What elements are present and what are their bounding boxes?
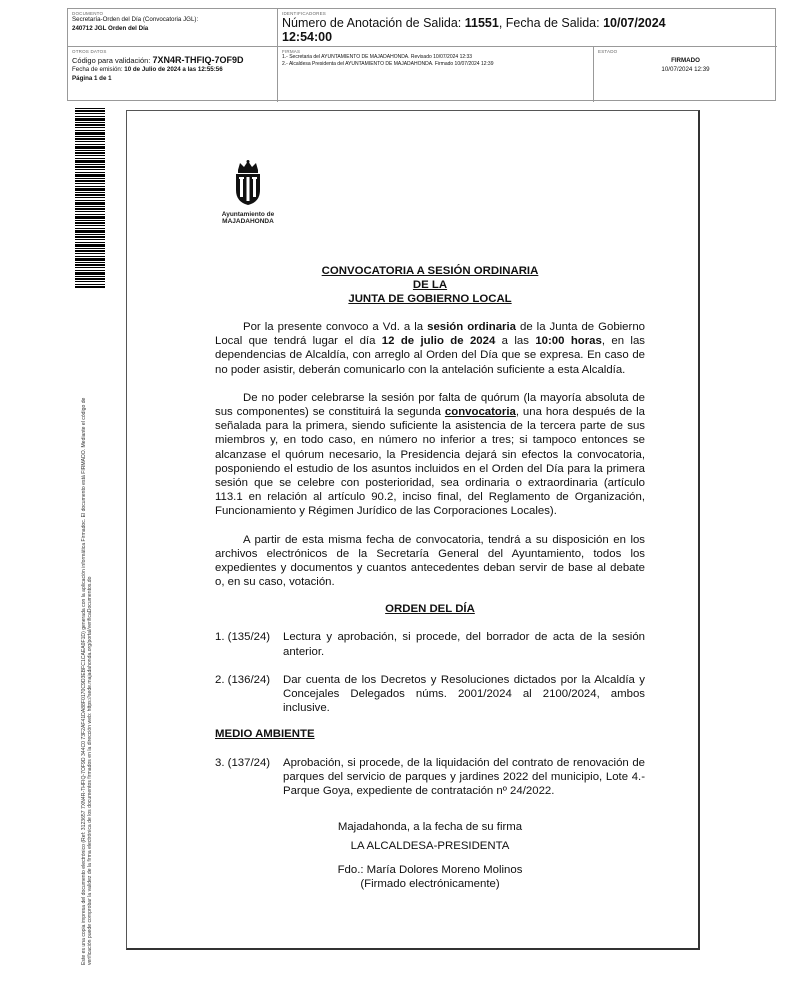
firma-2: 2.- Alcaldesa Presidenta del AYUNTAMIENTO DE MAJADAHONDA. Firmado 10/07/2024 12:39	[282, 60, 494, 67]
anotacion-number: 11551	[464, 16, 499, 30]
codigo-validacion	[72, 55, 273, 66]
ayuntamiento-logo	[214, 160, 282, 230]
sign-role: LA ALCALDESA-PRESIDENTA	[350, 840, 510, 853]
otros-datos-cell	[68, 47, 278, 102]
title-line2: DE LA	[412, 279, 448, 291]
item-text: Aprobación, si procede, de la liquidación del contrato de renovación de parques del servicio de parques y jardines 2022 del municipio, Lote 4.- Parque Goya, expediente de contratación nº 24/2022.	[283, 756, 645, 798]
estado-value: FIRMADO	[671, 57, 700, 64]
item-number: 1. (135/24)	[215, 631, 271, 644]
codigo-label: Código para validación:	[72, 56, 153, 65]
p1-fecha: 12 de julio de 2024	[381, 335, 496, 348]
fecha-emision	[72, 66, 273, 75]
item-text: Lectura y aprobación, si procede, del borrador de acta de la sesión anterior.	[283, 631, 645, 658]
firmas-cell	[278, 47, 594, 102]
verification-sidebar	[81, 305, 105, 965]
sign-place: Majadahonda, a la fecha de su firma	[337, 821, 523, 834]
section-medio-ambiente: MEDIO AMBIENTE	[215, 728, 315, 741]
emision-value: 10 de Julio de 2024 a las 12:55:56	[124, 66, 223, 73]
title-line3: JUNTA DE GOBIERNO LOCAL	[348, 293, 512, 305]
p1-text-c: de la Junta de Gobierno Local que tendrá lugar el día	[215, 321, 645, 348]
p2-text-a: De no poder celebrarse la sesión por falta de quórum (la mayoría absoluta de sus componentes) se constituirá la segunda	[215, 391, 645, 419]
estado-cell	[594, 47, 777, 102]
sidebar-line2: verificación puede comprobar la validez de la firma electrónica de los documentos firmados en la dirección web: https://sede.majadahonda.org/portal/verificaDocumentos.do	[87, 576, 94, 965]
list-item	[215, 756, 645, 799]
anotacion-mid: , Fecha de Salida:	[498, 16, 604, 30]
title-line1: CONVOCATORIA A SESIÓN ORDINARIA	[321, 265, 539, 277]
anotacion-prefix: Número de Anotación de Salida:	[282, 16, 465, 30]
documento-line1: Secretaría-Orden del Día (Convocatoria JGL):	[72, 16, 199, 23]
orden-del-dia-title: ORDEN DEL DÍA	[385, 603, 475, 616]
otros-datos-caption: OTROS DATOS	[72, 49, 107, 54]
anotacion-date: 10/07/2024	[603, 16, 666, 30]
emision-label: Fecha de emisión:	[72, 66, 125, 73]
p2-text-c: , una hora después de la señalada para la primera, siendo suficiente la asistencia de la tercera parte de sus miembros y, en todo caso, en número no inferior a tres; si tampoco entonces se alcanzase el quórum necesario, la Presidencia dejará sin efectos la convocatoria, posponiendo el estudio de los asuntos incluidos en el Orden del Día para la primera sesión que se celebre con posterioridad, sea ordinaria o extraordinaria (artículo 113.1 en relación al artículo 90.2, inciso final, del Reglamento de Organización, Funcionamiento y Régimen Jurídico de las Corporaciones Locales).	[215, 406, 645, 518]
anotacion-text	[282, 16, 773, 44]
barcode	[75, 108, 105, 288]
item-text: Dar cuenta de los Decretos y Resoluciones dictados por la Alcaldía y Concejales Delegados núms. 2001/2024 al 2100/2024, ambos inclusive.	[283, 673, 645, 715]
documento-cell	[68, 9, 278, 47]
item-number: 2. (136/24)	[215, 673, 271, 686]
paragraph-convocatoria	[215, 320, 645, 377]
documento-line2: 240712 JGL Orden del Día	[72, 24, 149, 32]
estado-caption: ESTADO	[598, 49, 618, 54]
logo-line1: Ayuntamiento de	[221, 211, 275, 218]
document-body	[215, 264, 645, 891]
list-item	[215, 630, 645, 658]
p1-sesion: sesión ordinaria	[427, 321, 516, 333]
paragraph-quorum	[215, 391, 645, 519]
logo-line2: MAJADAHONDA	[222, 218, 274, 225]
estado-date: 10/07/2024 12:39	[661, 65, 710, 73]
documento-caption: DOCUMENTO	[72, 11, 104, 16]
list-item	[215, 673, 645, 716]
item-number: 3. (137/24)	[215, 756, 271, 769]
p1-text-a: Por la presente convoco a Vd. a la	[243, 321, 428, 333]
firmas-caption: FIRMAS	[282, 49, 301, 54]
anotacion-time: 12:54:00	[282, 30, 333, 44]
p1-hora: 10:00 horas	[535, 335, 602, 348]
paragraph-archivos: A partir de esta misma fecha de convocatoria, tendrá a su disposición en los archivos electrónicos de la Secretaría General del Ayuntamiento, todos los expedientes y documentos y cuantos antecedentes deban servir de base al debate o, en su caso, votación.	[215, 533, 645, 589]
sign-name: Fdo.: María Dolores Moreno Molinos	[337, 863, 523, 876]
coat-of-arms-icon	[228, 160, 268, 206]
sidebar-line1: Este es una copia impresa del documento electrónico (Ref: 3123657 7XN4R-THFIQ-7OF9D 344C0 73F2AF41DA88F0170C9D3EBFC1CAEA0F1D) generada con la aplicación informática Firmadoc. El documento está FIRMADO. Mediante el código de	[81, 397, 87, 965]
identificadores-cell	[278, 9, 777, 47]
p2-convocatoria: convocatoria	[444, 406, 516, 419]
p1-text-g: , en las dependencias de Alcaldía, con arreglo al Orden del Día que se expresa. En caso de no poder asistir, deberán comunicarlo con la antelación suficiente a esta Alcaldía.	[215, 335, 645, 376]
firma-1: 1.- Secretaria del AYUNTAMIENTO DE MAJADAHONDA. Revisado 10/07/2024 12:33	[282, 54, 473, 60]
p1-text-e: a las	[495, 335, 536, 348]
pagina-indicator: Página 1 de 1	[72, 74, 112, 82]
codigo-value: 7XN4R-THFIQ-7OF9D	[152, 55, 244, 65]
document-header-box	[67, 8, 776, 101]
identificadores-caption: IDENTIFICADORES	[282, 11, 327, 16]
sign-note: (Firmado electrónicamente)	[360, 877, 500, 890]
